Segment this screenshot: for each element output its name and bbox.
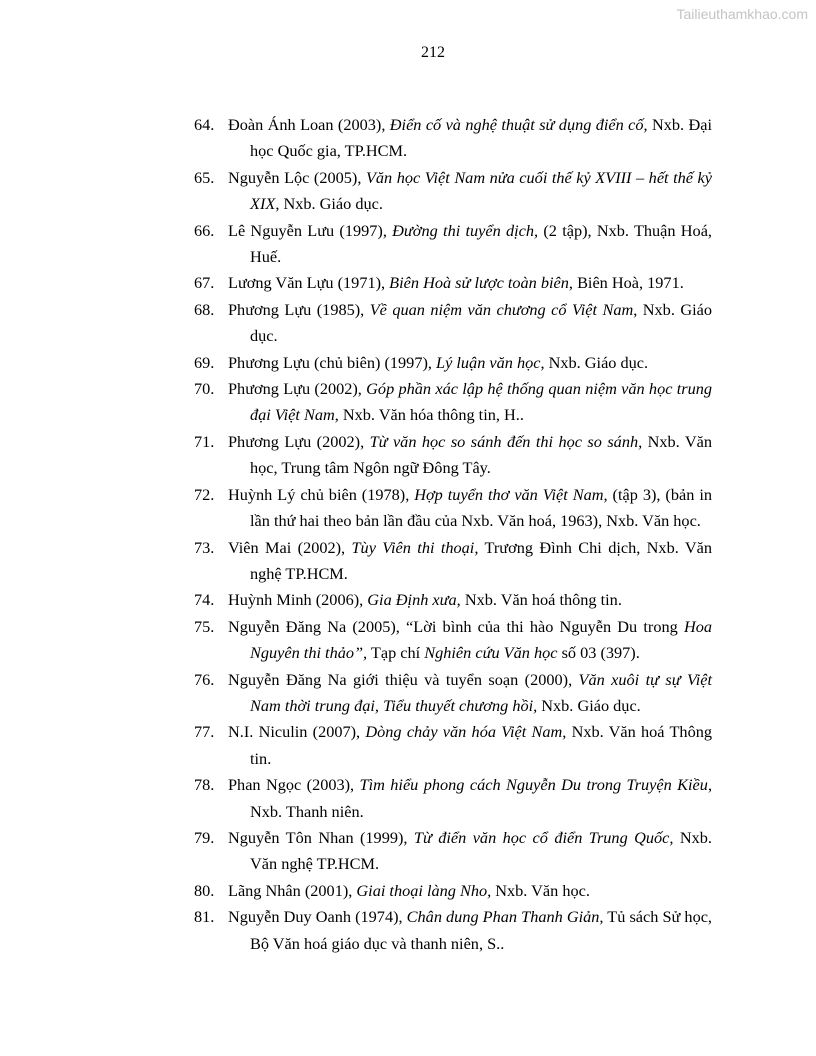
- reference-text: [228, 825, 712, 878]
- reference-segment: , Biên Hoà, 1971.: [568, 273, 684, 293]
- reference-segment: Đoàn Ánh Loan (2003),: [228, 115, 390, 134]
- reference-segment: Lương Văn Lựu (1971),: [228, 273, 390, 293]
- reference-text: [228, 270, 712, 296]
- reference-title: Chân dung Phan Thanh Giản,: [406, 907, 604, 927]
- reference-text: [228, 904, 713, 957]
- reference-segment: Tủ sách Sử học, Bộ Văn hoá giáo dục và thanh niên, S..: [250, 907, 713, 953]
- reference-text: [228, 165, 712, 218]
- reference-text: [228, 350, 712, 376]
- reference-segment: , Nxb. Giáo dục.: [250, 299, 713, 346]
- watermark: Tailieuthamkhao.com: [676, 6, 808, 22]
- reference-title: Văn xuôi tự sự Việt Nam thời trung đại, Tiểu thuyết chương hồi,: [250, 669, 713, 715]
- reference-segment: số 03 (397).: [557, 643, 640, 663]
- reference-segment: Nguyễn Đăng Na giới thiệu và tuyển soạn (2000),: [228, 669, 579, 689]
- reference-segment: Nguyễn Duy Oanh (1974),: [228, 907, 407, 927]
- reference-title: Nghiên cứu Văn học: [424, 643, 558, 663]
- reference-segment: Viên Mai (2002),: [228, 537, 352, 557]
- reference-item: [194, 772, 712, 825]
- reference-title: Về quan niệm văn chương cổ Việt Nam: [369, 299, 634, 319]
- reference-list: [194, 112, 712, 957]
- reference-text: [228, 719, 712, 772]
- reference-segment: Trương Đình Chi dịch, Nxb. Văn nghệ TP.HCM.: [250, 537, 712, 583]
- reference-item: [194, 165, 712, 218]
- reference-number: 76.: [194, 669, 215, 689]
- reference-item: [194, 218, 712, 271]
- reference-segment: Phương Lựu (2002),: [228, 431, 370, 451]
- reference-item: [194, 719, 712, 772]
- reference-number: 79.: [194, 827, 215, 847]
- reference-segment: Nguyễn Đăng Na (2005), “Lời bình của thi hào Nguyễn Du trong: [228, 616, 684, 636]
- reference-item: [194, 270, 712, 296]
- reference-number: 73.: [194, 537, 215, 557]
- reference-item: [194, 350, 712, 376]
- reference-number: 81.: [194, 907, 215, 927]
- reference-item: [194, 878, 712, 904]
- reference-number: 65.: [194, 167, 215, 187]
- reference-item: [194, 587, 712, 613]
- reference-segment: Tạp chí: [367, 643, 425, 663]
- reference-item: [194, 376, 712, 429]
- reference-title: Gia Định xưa: [367, 590, 457, 610]
- reference-segment: Lê Nguyễn Lưu (1997),: [228, 220, 393, 240]
- reference-title: Tùy Viên thi thoại,: [351, 537, 479, 557]
- reference-number: 71.: [194, 431, 215, 451]
- reference-segment: Nxb. Giáo dục.: [537, 695, 641, 715]
- reference-number: 77.: [194, 722, 215, 742]
- reference-number: 75.: [194, 616, 215, 636]
- reference-title: Biên Hoà sử lược toàn biên: [389, 273, 569, 293]
- reference-segment: , Nxb. Giáo dục.: [540, 352, 649, 372]
- reference-item: [194, 297, 712, 350]
- reference-title: Hoa Nguyên thi thảo”,: [250, 616, 712, 663]
- reference-number: 66.: [194, 220, 215, 240]
- reference-segment: Nguyễn Tôn Nhan (1999),: [228, 827, 414, 847]
- reference-text: [228, 376, 712, 429]
- reference-title: Tìm hiểu phong cách Nguyễn Du trong Truyện Kiều: [359, 775, 708, 795]
- reference-segment: Phương Lựu (1985),: [228, 299, 370, 319]
- reference-title: Từ điển văn học cổ điển Trung Quốc,: [413, 827, 674, 847]
- reference-text: [228, 429, 712, 482]
- reference-title: Dòng chảy văn hóa Việt Nam,: [365, 722, 567, 742]
- reference-segment: Huỳnh Lý chủ biên (1978),: [228, 484, 415, 504]
- reference-number: 69.: [194, 352, 215, 372]
- reference-text: [228, 112, 713, 165]
- reference-title: Lý luận văn học: [436, 352, 541, 372]
- reference-text: [228, 535, 712, 588]
- reference-text: [228, 772, 713, 825]
- reference-text: [228, 297, 713, 350]
- reference-segment: (2 tập), Nxb. Thuận Hoá, Huế.: [250, 220, 712, 267]
- reference-segment: Nxb. Văn nghệ TP.HCM.: [250, 827, 712, 874]
- reference-title: Đường thi tuyển dịch,: [392, 220, 539, 240]
- reference-segment: Nxb. Văn học.: [491, 880, 590, 900]
- reference-text: [228, 482, 712, 535]
- reference-title: Giai thoại làng Nho,: [356, 880, 492, 900]
- reference-number: 74.: [194, 590, 215, 610]
- reference-item: [194, 482, 712, 535]
- reference-segment: Phan Ngọc (2003),: [228, 775, 360, 795]
- reference-segment: , Nxb. Thanh niên.: [250, 775, 713, 821]
- reference-number: 80.: [194, 880, 215, 900]
- reference-segment: N.I. Niculin (2007),: [228, 722, 366, 742]
- reference-segment: , Nxb. Đại học Quốc gia, TP.HCM.: [250, 115, 713, 161]
- reference-item: [194, 614, 712, 667]
- reference-segment: Phương Lựu (2002),: [228, 379, 367, 399]
- reference-number: 67.: [194, 273, 215, 293]
- reference-item: [194, 904, 712, 957]
- reference-segment: Nguyễn Lộc (2005),: [228, 167, 366, 187]
- reference-text: [228, 614, 712, 667]
- reference-title: Hợp tuyển thơ văn Việt Nam,: [414, 484, 608, 504]
- reference-number: 78.: [194, 775, 215, 795]
- reference-segment: (tập 3), (bản in lần thứ hai theo bản lần đầu của Nxb. Văn hoá, 1963), Nxb. Văn học.: [250, 484, 712, 531]
- reference-text: [228, 667, 713, 720]
- reference-item: [194, 535, 712, 588]
- reference-segment: , Nxb. Giáo dục.: [275, 194, 383, 214]
- reference-item: [194, 429, 712, 482]
- reference-item: [194, 667, 712, 720]
- page-number: 212: [421, 44, 445, 61]
- reference-title: Từ văn học so sánh đến thi học so sánh,: [369, 431, 643, 451]
- reference-segment: Nxb. Văn học, Trung tâm Ngôn ngữ Đông Tây.: [250, 431, 712, 478]
- reference-title: Điển cố và nghệ thuật sử dụng điển cố: [389, 115, 644, 134]
- reference-segment: Phương Lựu (chủ biên) (1997),: [228, 352, 437, 372]
- reference-title: Góp phần xác lập hệ thống quan niệm văn học trung đại Việt Nam: [250, 379, 712, 425]
- reference-segment: , Nxb. Văn hóa thông tin, H..: [334, 405, 524, 425]
- reference-item: [194, 825, 712, 878]
- reference-text: [228, 878, 712, 904]
- reference-segment: Nxb. Văn hoá Thông tin.: [250, 722, 712, 768]
- reference-title: Văn học Việt Nam nửa cuối thế kỷ XVIII – hết thế kỷ XIX: [250, 167, 712, 214]
- reference-number: 72.: [194, 484, 215, 504]
- reference-number: 64.: [194, 115, 215, 134]
- reference-number: 68.: [194, 299, 215, 319]
- reference-segment: , Nxb. Văn hoá thông tin.: [456, 590, 622, 610]
- reference-segment: Lãng Nhân (2001),: [228, 880, 357, 900]
- reference-item: [194, 112, 712, 165]
- reference-text: [228, 587, 712, 613]
- reference-number: 70.: [194, 379, 215, 399]
- reference-segment: Huỳnh Minh (2006),: [228, 590, 368, 610]
- reference-text: [228, 218, 712, 271]
